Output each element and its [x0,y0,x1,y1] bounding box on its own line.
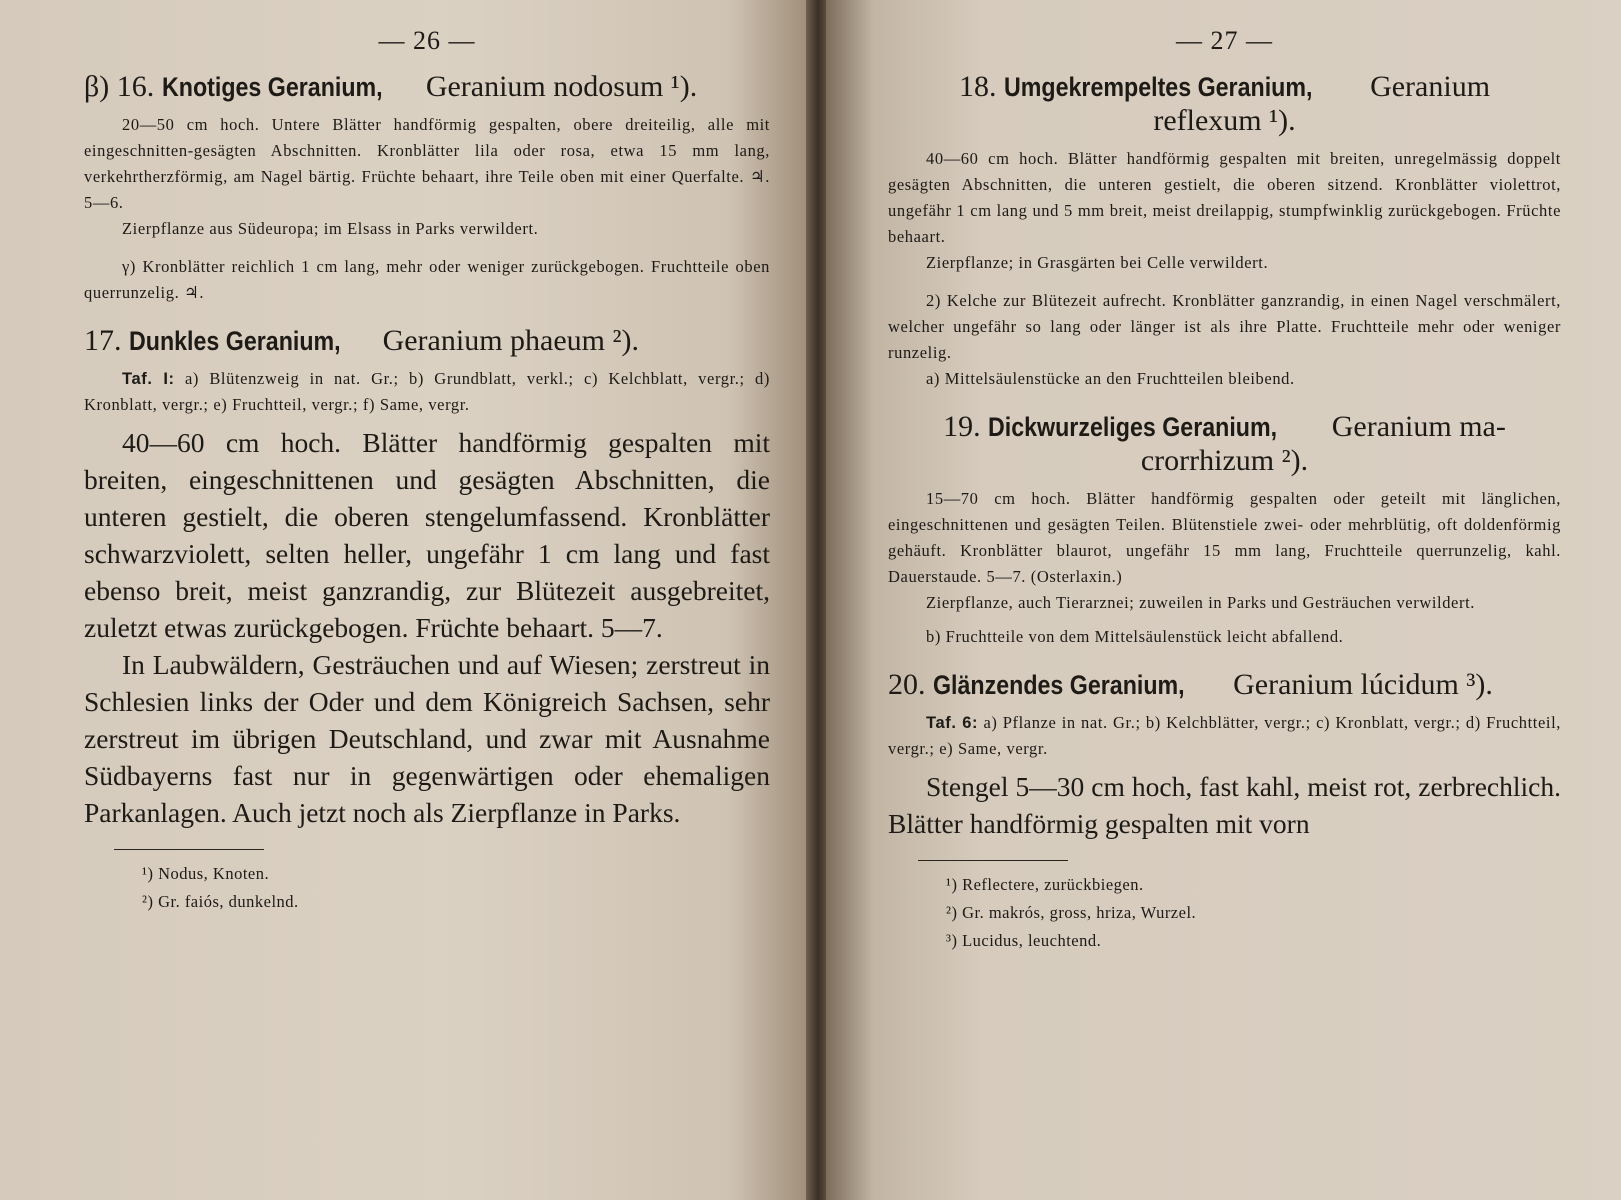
entry-17-habitat: In Laubwäldern, Gesträuchen und auf Wiesen; zerstreut in Schlesien links der Oder und dem Königreich Sachsen, sehr zerstreut im übrigen Deutschland, und zwar mit Ausnahme Südbayerns fast nur in gegenwärtigen oder ehemaligen Parkanlagen. Auch jetzt noch als Zierpflanze in Parks. [84,649,770,828]
footnote-1: ¹) Reflectere, zurückbiegen. [946,875,1144,894]
left-page [0,0,810,1200]
latin-name-cont: reflexum ¹). [1153,104,1296,137]
entry-17-description: 40—60 cm hoch. Blätter handförmig gespalten mit breiten, eingeschnittenen und gesägten Abschnitten, die unteren gestielt, die oberen stengelumfassend. Kronblätter schwarzviolett, selten heller, ungefähr 1 cm lang und fast ebenso breit, meist ganzrandig, zur Blütezeit ausgebreitet, zuletzt etwas zurückgebogen. Früchte behaart. 5—7. [84,427,770,643]
plate-label: Taf. I: [122,370,175,388]
entry-number: 18. [958,70,997,103]
right-page [826,0,1621,1200]
entry-18-description: 40—60 cm hoch. Blätter handförmig gespalten mit breiten, unregelmässig doppelt gesägten Abschnitten, die unteren gestielt, die oberen sitzend. Kronblätter violettrot, ungefähr 1 cm lang und 5 mm breit, meist dreilappig, stumpfwinklig zurückgebogen. Früchte behaart. [888,149,1561,246]
plate-text: a) Pflanze in nat. Gr.; b) Kelchblätter, vergr.; c) Kronblatt, vergr.; d) Fruchtteil, vergr.; e) Same, vergr. [888,713,1561,758]
latin-name: Geranium [1370,70,1491,103]
latin-name: Geranium phaeum ²). [382,324,639,357]
page-number: — 26 — [378,26,476,55]
entry-number: 19. [943,410,981,443]
entry-16-habitat: Zierpflanze aus Südeuropa; im Elsass in Parks verwildert. [122,219,539,238]
entry-18-heading [888,70,1561,138]
entry-20-description: Stengel 5—30 cm hoch, fast kahl, meist rot, zerbrechlich. Blätter handförmig gespalten mit vorn [888,771,1561,839]
latin-name: Geranium nodosum ¹). [425,70,698,103]
plate-label: Taf. 6: [926,714,979,732]
group-2a-key: a) Mittelsäulenstücke an den Fruchtteilen bleibend. [926,369,1295,388]
footnote-3: ³) Lucidus, leuchtend. [946,931,1102,950]
latin-name: Geranium lúcidum ³). [1233,668,1493,701]
entry-17-heading [84,324,770,358]
entry-19-habitat: Zierpflanze, auch Tierarznei; zuweilen in Parks und Gesträuchen verwildert. [926,593,1475,612]
entry-16-variant: γ) Kronblätter reichlich 1 cm lang, mehr oder weniger zurückgebogen. Fruchtteile oben querrunzelig. ♃. [84,257,770,302]
entry-19-heading [888,410,1561,478]
german-name: Dickwurzeliges Geranium, [988,412,1278,442]
entry-number: 20. [888,668,926,701]
german-name: Glänzendes Geranium, [933,670,1185,700]
entry-20-plate [888,710,1561,762]
entry-16-heading [84,70,770,104]
footnote-2: ²) Gr. faiós, dunkelnd. [142,892,299,911]
entry-20-heading [888,668,1561,702]
group-2-key: 2) Kelche zur Blütezeit aufrecht. Kronblätter ganzrandig, in einen Nagel verschmälert, welcher ungefähr so lang oder länger ist als ihre Platte. Fruchtteile mehr oder weniger runzelig. [888,291,1561,362]
german-name: Knotiges Geranium, [161,72,383,102]
footnote-1: ¹) Nodus, Knoten. [142,864,270,883]
page-number: — 27 — [1176,26,1273,55]
entry-number: β) 16. [84,70,155,103]
german-name: Dunkles Geranium, [129,326,341,356]
footnote-rule [918,860,1068,861]
entry-19-description: 15—70 cm hoch. Blätter handförmig gespalten oder geteilt mit länglichen, eingeschnittenen und gesägten Teilen. Blütenstiele zwei- oder mehrblütig, oft doldenförmig gehäuft. Kronblätter blaurot, ungefähr 15 mm lang, Fruchtteile querrunzelig, kahl. Dauerstaude. 5—7. (Osterlaxin.) [888,489,1561,586]
latin-name-cont: crorrhizum ²). [1140,444,1309,477]
german-name: Umgekrempeltes Geranium, [1003,72,1313,102]
footnote-2: ²) Gr. makrós, gross, hriza, Wurzel. [946,903,1197,922]
entry-number: 17. [84,324,122,357]
entry-16-description: 20—50 cm hoch. Untere Blätter handförmig gespalten, obere dreiteilig, alle mit eingeschnitten-gesägten Abschnitten. Kronblätter lila oder rosa, etwa 15 mm lang, verkehrtherzförmig, am Nagel bärtig. Früchte behaart, ihre Teile oben mit einer Querfalte. ♃. 5—6. [84,115,770,212]
latin-name: Geranium ma- [1331,410,1506,443]
footnote-rule [114,849,264,850]
plate-text: a) Blütenzweig in nat. Gr.; b) Grundblatt, verkl.; c) Kelchblatt, vergr.; d) Kronblatt, vergr.; e) Fruchtteil, vergr.; f) Same, vergr. [84,369,770,414]
entry-17-plate [84,366,770,418]
entry-18-habitat: Zierpflanze; in Grasgärten bei Celle verwildert. [926,253,1269,272]
group-b-key: b) Fruchtteile von dem Mittelsäulenstück leicht abfallend. [926,627,1344,646]
